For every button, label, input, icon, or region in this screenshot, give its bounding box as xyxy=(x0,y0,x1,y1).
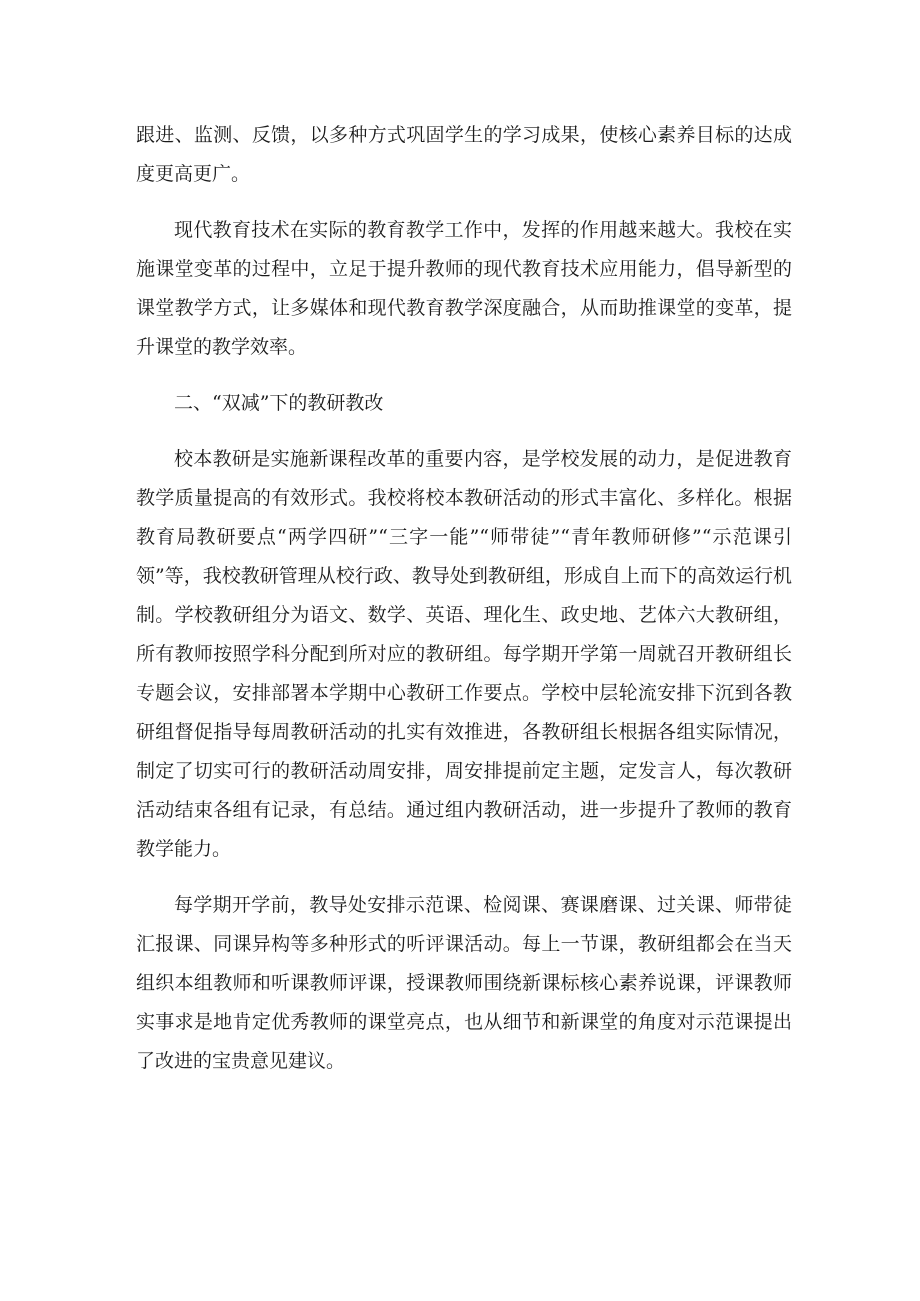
section-heading: 二、“双减”下的教研教改 xyxy=(174,392,384,414)
paragraph-continuation: 跟进、监测、反馈，以多种方式巩固学生的学习成果，使核心素养目标的达成度更高更广。 xyxy=(136,124,792,185)
document-body xyxy=(136,116,792,1098)
paragraph-modern-technology: 现代教育技术在实际的教育教学工作中，发挥的作用越来越大。我校在实施课堂变革的过程中，立足于提升教师的现代教育技术应用能力，倡导新型的课堂教学方式，让多媒体和现代教育教学深度融合，从而助推课堂的变革，提升课堂的教学效率。 xyxy=(136,219,792,358)
paragraph-school-research: 校本教研是实施新课程改革的重要内容，是学校发展的动力，是促进教育教学质量提高的有效形式。我校将校本教研活动的形式丰富化、多样化。根据教育局教研要点“两学四研”“三字一能”“师带徒”“青年教师研修”“示范课引领”等，我校教研管理从校行政、教导处到教研组，形成自上而下的高效运行机制。学校教研组分为语文、数学、英语、理化生、政史地、艺体六大教研组，所有教师按照学科分配到所对应的教研组。每学期开学第一周就召开教研组长专题会议，安排部署本学期中心教研工作要点。学校中层轮流安排下沉到各教研组督促指导每周教研活动的扎实有效推进，各教研组长根据各组实际情况，制定了切实可行的教研活动周安排，周安排提前定主题，定发言人，每次教研活动结束各组有记录，有总结。通过组内教研活动，进一步提升了教师的教育教学能力。 xyxy=(136,448,792,860)
paragraph-lesson-review: 每学期开学前，教导处安排示范课、检阅课、赛课磨课、过关课、师带徒汇报课、同课异构等多种形式的听评课活动。每上一节课，教研组都会在当天组织本组教师和听课教师评课，授课教师围绕新课标核心素养说课，评课教师实事求是地肯定优秀教师的课堂亮点，也从细节和新课堂的角度对示范课提出了改进的宝贵意见建议。 xyxy=(136,894,792,1072)
